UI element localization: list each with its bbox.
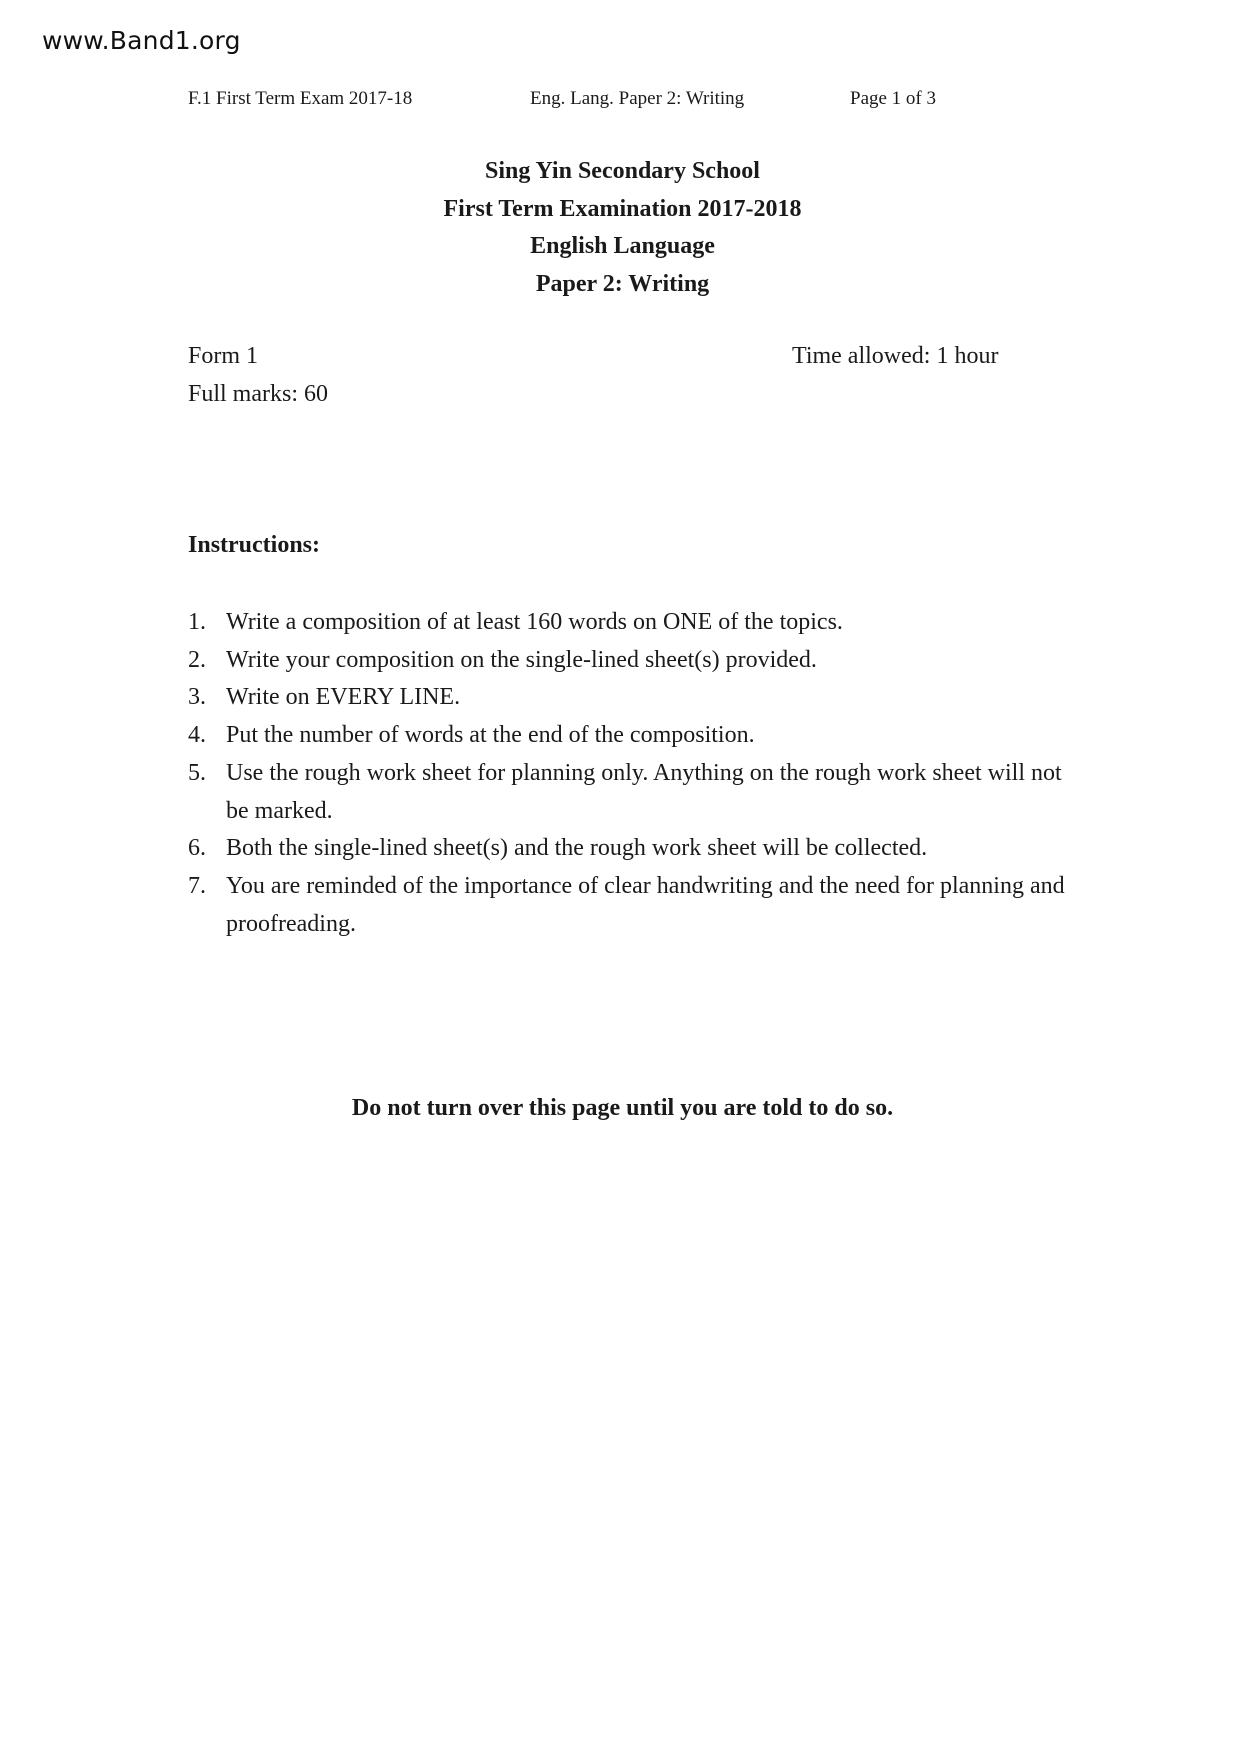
instructions-heading: Instructions: xyxy=(188,532,321,558)
watermark-text: www.Band1.org xyxy=(42,26,241,55)
form-label: Form 1 xyxy=(188,343,259,369)
instruction-text: Write a composition of at least 160 words on ONE of the topics. xyxy=(226,609,843,635)
instruction-number: 1. xyxy=(188,609,206,635)
instruction-text: Both the single-lined sheet(s) and the rough work sheet will be collected. xyxy=(226,835,928,862)
instruction-item xyxy=(188,642,1068,680)
instruction-item xyxy=(188,604,1068,642)
instruction-item xyxy=(188,830,1068,868)
title-block xyxy=(0,153,1240,303)
running-header xyxy=(0,88,1240,114)
instruction-item xyxy=(188,755,1068,830)
instruction-number: 3. xyxy=(188,684,206,711)
instruction-text: Write your composition on the single-lined sheet(s) provided. xyxy=(226,646,817,673)
instruction-number: 6. xyxy=(188,835,206,862)
header-page-number: Page 1 of 3 xyxy=(850,88,937,109)
do-not-turn-over-notice: Do not turn over this page until you are told to do so. xyxy=(351,1095,894,1121)
header-paper-label: Eng. Lang. Paper 2: Writing xyxy=(530,88,745,109)
time-allowed-label: Time allowed: 1 hour xyxy=(792,343,999,369)
paper-title: Paper 2: Writing xyxy=(535,270,710,297)
school-name: Sing Yin Secondary School xyxy=(485,158,760,184)
instruction-number: 2. xyxy=(188,646,206,673)
instruction-item xyxy=(188,717,1068,755)
instruction-item xyxy=(188,868,1068,943)
instruction-text: Put the number of words at the end of the composition. xyxy=(226,722,755,749)
instruction-text: You are reminded of the importance of clear handwriting and the need for planning and proofreading. xyxy=(226,872,1065,937)
instruction-number: 5. xyxy=(188,759,206,786)
instruction-item xyxy=(188,679,1068,717)
exam-title: First Term Examination 2017-2018 xyxy=(443,195,802,222)
instruction-text: Write on EVERY LINE. xyxy=(226,684,461,711)
header-exam-label: F.1 First Term Exam 2017-18 xyxy=(188,88,413,109)
instruction-text: Use the rough work sheet for planning only. Anything on the rough work sheet will not be marked. xyxy=(226,759,1062,824)
instruction-number: 7. xyxy=(188,872,206,899)
instructions-list xyxy=(188,604,1068,943)
instruction-number: 4. xyxy=(188,722,206,749)
full-marks-label: Full marks: 60 xyxy=(188,381,329,407)
subject-title: English Language xyxy=(530,233,715,259)
